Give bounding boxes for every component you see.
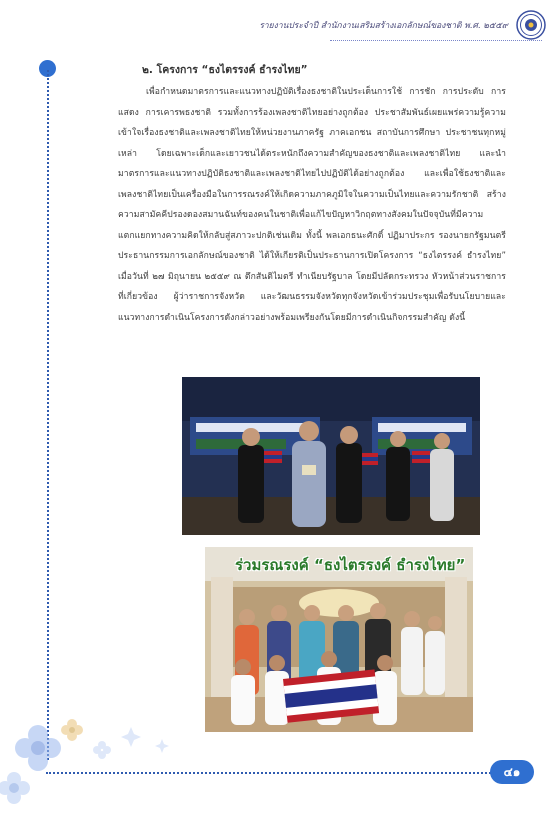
campaign-banner-text: ร่วมรณรงค์ “ธงไตรรงค์ ธำรงไทย” bbox=[235, 556, 466, 574]
body-paragraph: เพื่อกำหนดมาตรการและแนวทางปฏิบัติเรื่องธงชาติในประเด็นการใช้ การชัก การประดับ การแสดง การเคารพธงชาติ รวมทั้งการร้องเพลงชาติไทยอย่างถูกต้อง ประชาสัมพันธ์เผยแพร่ความรู้ความเข้าใจเรื่องธงชาติและเพลงชาติไทยให้หน่วยงานภาครัฐ ภาคเอกชน สถาบันการศึกษา ประชาชนทุกหมู่เหล่า โดยเฉพาะเด็กและเยาวชนได้ตระหนักถึงความสำคัญของธงชาติและเพลงชาติไทย และนำมาตรการและแนวทางปฏิบัติธงชาติและเพลงชาติไทยไปปฏิบัติได้อย่างถูกต้อง และเพื่อใช้ธงชาติและเพลงชาติไทยเป็นเครื่องมือในการรณรงค์ให้เกิดความภาคภูมิใจในความเป็นไทยและความรักชาติ สร้างความสามัคคีปรองดองสมานฉันท์ของคนในชาติเพื่อแก้ไขปัญหาวิกฤตทางสังคมในปัจจุบันที่มีความแตกแยกทางความคิดให้กลับสู่สภาวะปกติเช่นเดิม ทั้งนี้ พลเอกธนะศักดิ์ ปฏิมาประกร รองนายกรัฐมนตรี ประธานกรรมการเอกลักษณ์ของชาติ ได้ให้เกียรติเป็นประธานการเปิดโครงการ “ธงไตรรงค์ ธำรงไทย” เมื่อวันที่ ๒๗ มิถุนายน ๒๕๕๙ ณ ตึกสันติไมตรี ทำเนียบรัฐบาล โดยมีปลัดกระทรวง หัวหน้าส่วนราชการที่เกี่ยวข้อง ผู้ว่าราชการจังหวัด และวัฒนธรรมจังหวัดทุกจังหวัดเข้าร่วมประชุมเพื่อรับนโยบายและแนวทางการดำเนินโครงการดังกล่าวอย่างพร้อมเพรียงกันโดยมีการดำเนินกิจกรรมสำคัญ ดังนี้ bbox=[118, 87, 506, 323]
main-content bbox=[118, 62, 506, 328]
section-number: ๒. bbox=[142, 64, 153, 76]
flower-ornament-icon bbox=[0, 690, 180, 816]
header-divider bbox=[330, 40, 542, 42]
ceremony-photo-illustration bbox=[182, 377, 480, 535]
page-number: ๔๑ bbox=[490, 760, 534, 784]
left-dotted-border bbox=[47, 70, 49, 760]
section-heading bbox=[118, 62, 506, 78]
ceremony-photo bbox=[182, 377, 480, 535]
office-emblem-icon bbox=[516, 10, 546, 40]
campaign-photo bbox=[205, 547, 473, 732]
running-header: รายงานประจำปี สำนักงานเสริมสร้างเอกลักษณ์ของชาติ พ.ศ. ๒๕๕๙ bbox=[259, 21, 508, 31]
section-title: โครงการ “ธงไตรรงค์ ธำรงไทย” bbox=[156, 64, 308, 76]
